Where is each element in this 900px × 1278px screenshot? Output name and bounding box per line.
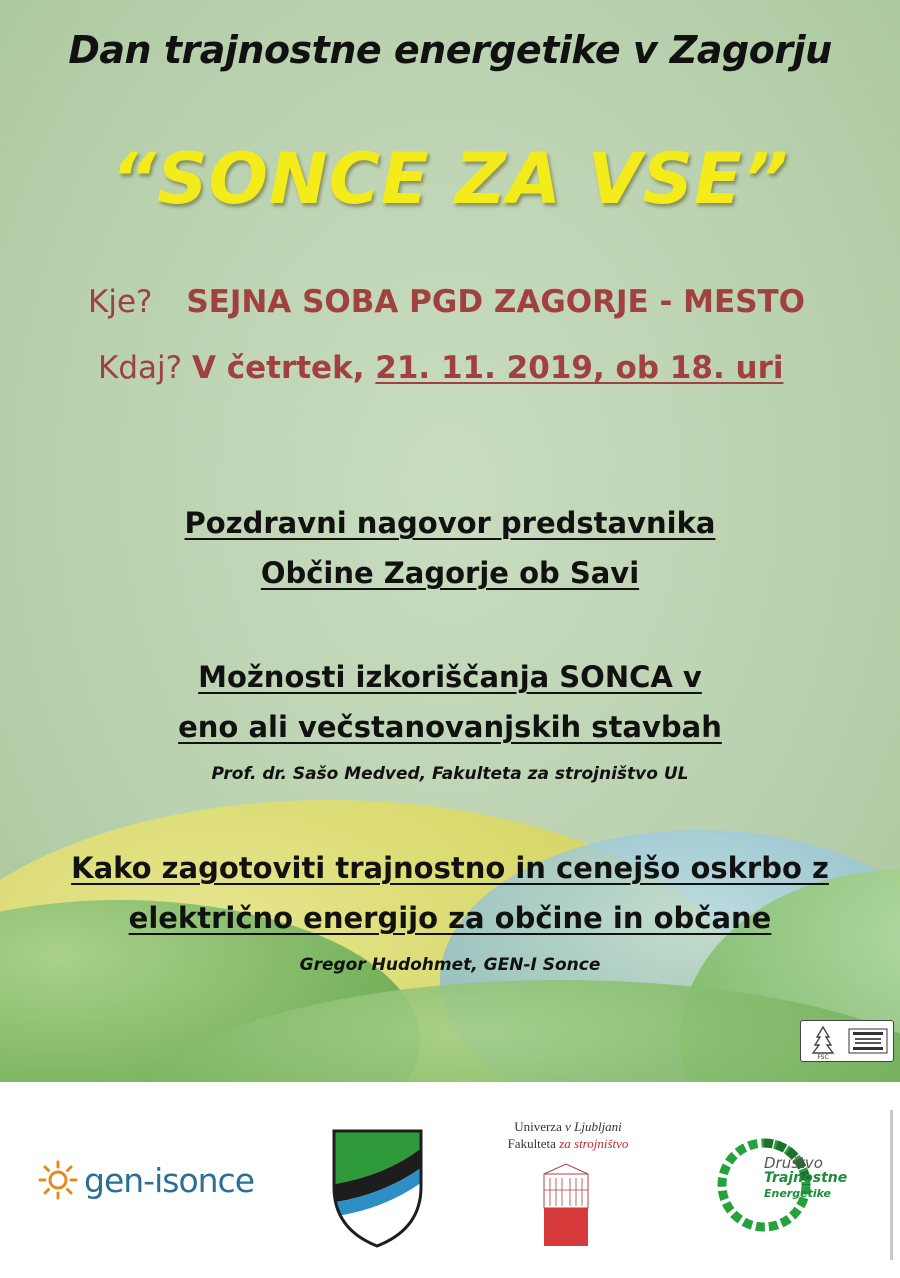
program-item-3-line-2: električno energijo za občine in občane [128,901,772,935]
date-value: 21. 11. 2019, ob 18. uri [375,350,784,386]
date-label: Kdaj? [98,350,183,386]
program-item-2-line-2: eno ali večstanovanjskih stavbah [178,710,722,744]
gen-i-sonce-logo [38,1155,254,1205]
date-row [98,350,784,386]
location-value: SEJNA SOBA PGD ZAGORJE - MESTO [186,284,806,320]
event-slogan: “SONCE ZA VSE” [111,138,789,220]
date-prefix: V četrtek, [191,350,376,386]
program-item-2-line-1: Možnosti izkoriščanja SONCA v [198,660,702,694]
program-item-2-speaker: Prof. dr. Sašo Medved, Fakulteta za strojništvo UL [211,764,689,784]
gen-i-sonce-wordmark: gen-isonce [84,1160,254,1200]
faculty-name: Fakulteta za strojništvo [507,1136,629,1151]
program-item-3-line-1: Kako zagotoviti trajnostno in cenejšo oskrbo z [71,851,829,885]
fsc-certification-mark [800,1020,894,1062]
faculty-building-icon [542,1160,590,1248]
dte-wordmark: Društvo Trajnostne Energetike [764,1154,848,1200]
location-label: Kje? [88,284,153,320]
printer-credit [887,1100,897,1270]
university-ljubljana-logo [478,1118,658,1152]
program-item-3-speaker: Gregor Hudohmet, GEN-I Sonce [299,955,601,975]
svg-text:FSC: FSC [817,1054,829,1061]
event-title: Dan trajnostne energetike v Zagorju [68,28,832,72]
university-name: Univerza v Ljubljani [514,1119,622,1134]
program-item-1-line-2: Občine Zagorje ob Savi [260,556,640,590]
zagorje-coat-of-arms-icon [330,1125,425,1250]
program-item-1-line-1: Pozdravni nagovor predstavnika [184,506,716,540]
sun-icon [38,1160,78,1200]
location-row [88,284,805,320]
